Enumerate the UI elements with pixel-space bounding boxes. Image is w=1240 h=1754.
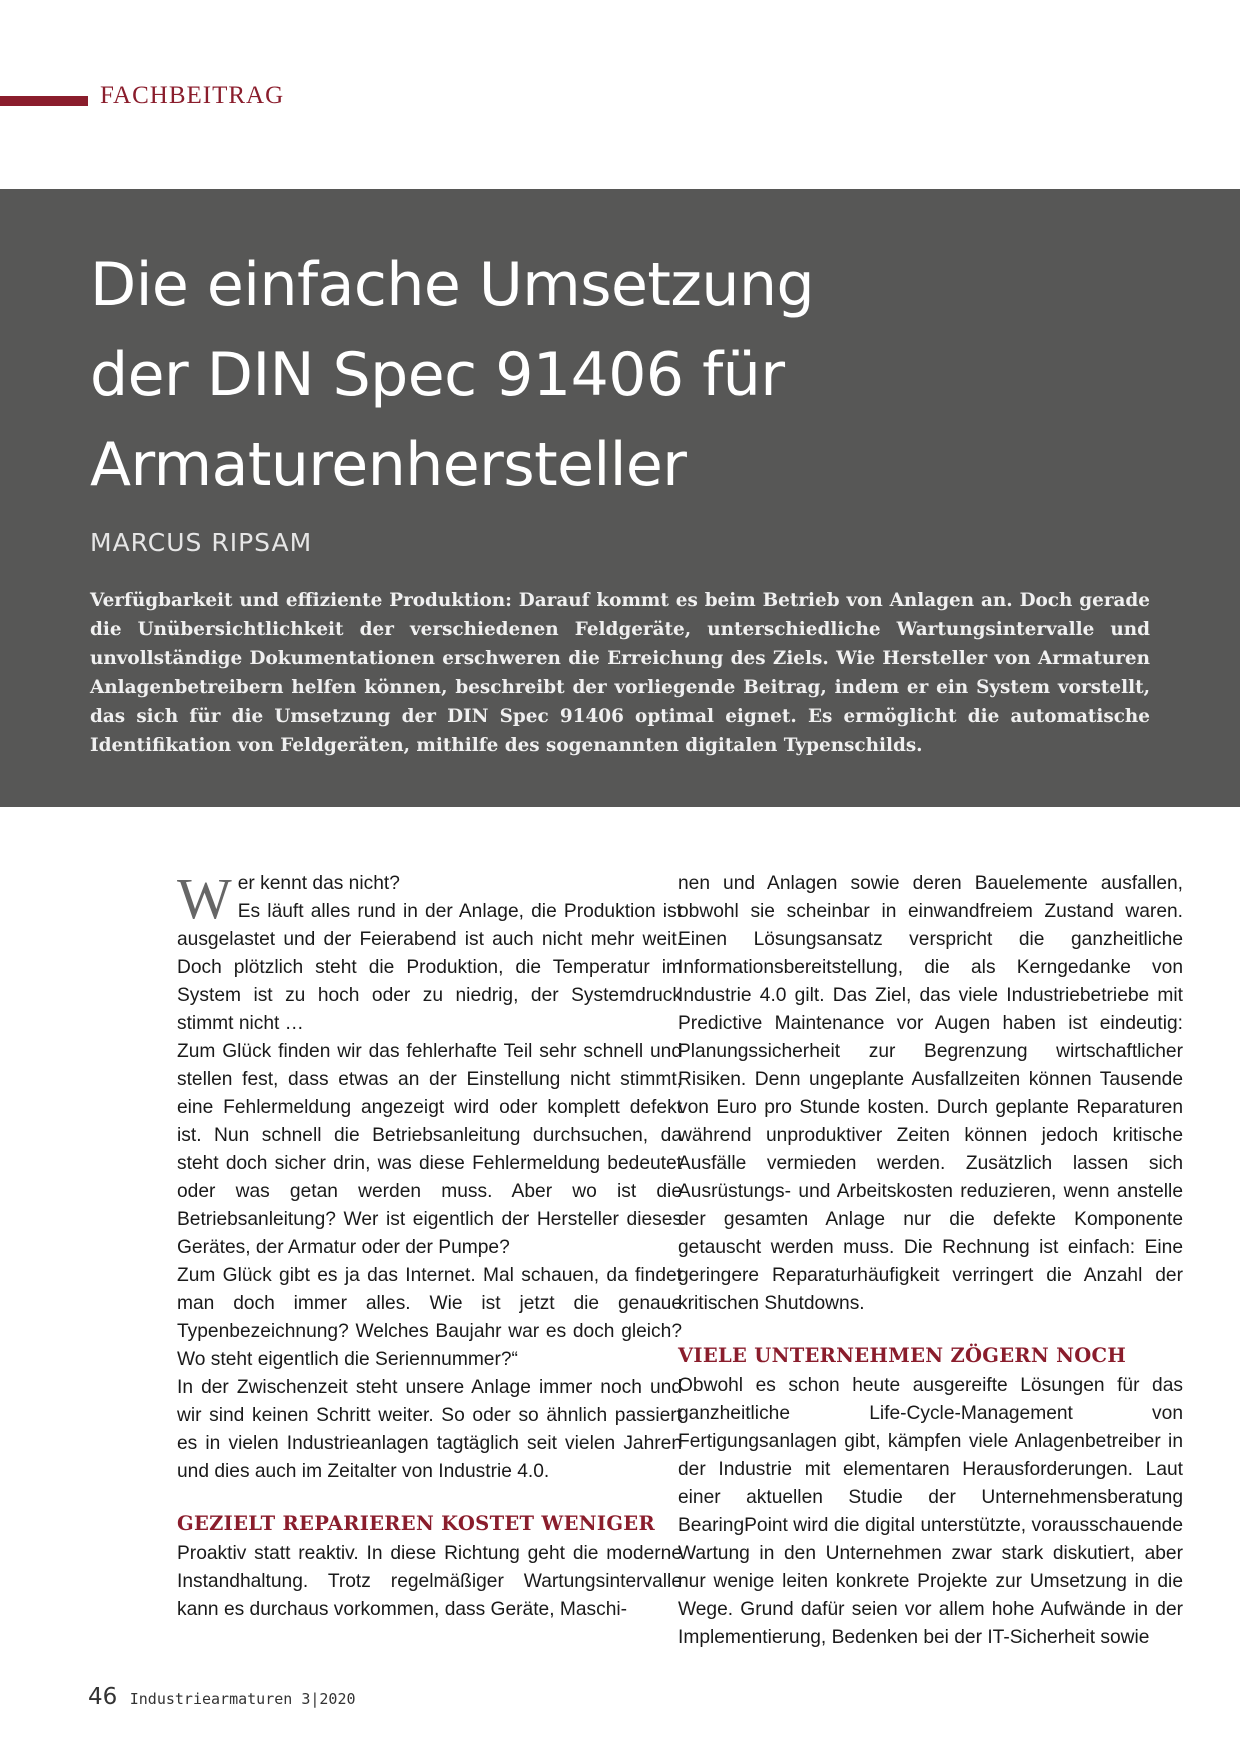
section-accent-bar [0, 96, 88, 106]
article-title: Die einfache Umsetzung der DIN Spec 91406 für Armaturenhersteller [90, 250, 815, 500]
body-column-left [177, 866, 682, 1624]
subheading-gezielt-reparieren: GEZIELT REPARIEREN KOSTET WENIGER [177, 1512, 655, 1535]
article-lead: Verfügbarkeit und effiziente Produktion: Darauf kommt es beim Betrieb von Anlagen an. Doch gerade die Unübersichtlichkeit der verschiedenen Feldgeräte, unterschiedliche Wartungsintervalle und unvollständige Dokumentationen erschweren die Erreichung des Ziels. Wie Hersteller von Armaturen Anlagenbetreibern helfen können, beschreibt der vorliegende Beitrag, indem er ein System vorstellt, das sich für die Umsetzung der DIN Spec 91406 optimal eignet. Es ermöglicht die automatische Identifikation von Feldgeräten, mithilfe des sogenannten digitalen Typenschilds. [90, 590, 1150, 756]
intro-paragraph: er kennt das nicht? Es läuft alles rund in der Anlage, die Produktion ist ausgelastet und der Feierabend ist auch nicht mehr weit. Doch plötzlich steht die Produktion, die Temperatur im System ist zu hoch oder zu niedrig, der Systemdruck stimmt nicht … Zum Glück finden wir das fehlerhafte Teil sehr schnell und stellen fest, dass etwas an der Einstellung nicht stimmt, eine Fehlermeldung angezeigt wird oder komplett defekt ist. Nun schnell die Betriebsanleitung durchsuchen, da steht doch sicher drin, was diese Fehlermeldung bedeutet oder was getan werden muss. Aber wo ist die Betriebsanleitung? Wer ist eigentlich der Hersteller dieses Gerätes, der Armatur oder der Pumpe? Zum Glück gibt es ja das Internet. Mal schauen, da findet man doch immer alles. Wie ist jetzt die genaue Typenbezeichnung? Welches Baujahr war es doch gleich? Wo steht eigentlich die Seriennummer?“ In der Zwischenzeit steht unsere Anlage immer noch und wir sind keinen Schritt weiter. So oder so ähnlich passiert es in vielen Industrieanlagen tagtäglich seit vielen Jahren und dies auch im Zeitalter von Industrie 4.0. [177, 873, 682, 1482]
article-author: MARCUS RIPSAM [90, 528, 313, 557]
section-2-paragraph: Obwohl es schon heute ausgereifte Lösungen für das ganzheitliche Life-Cycle-Management von Fertigungsanlagen gibt, kämpfen viele Anlagenbetreiber in der Industrie mit elementaren Herausforderungen. Laut einer aktuellen Studie der Unternehmensberatung BearingPoint wird die digital unterstützte, vorausschauende Wartung in den Unternehmen zwar stark diskutiert, aber nur wenige leiten konkrete Projekte zur Umsetzung in die Wege. Grund dafür seien vor allem hohe Aufwände in der Implementierung, Bedenken bei der IT-Sicherheit sowie [678, 1375, 1183, 1648]
section-1-paragraph-continued: nen und Anlagen sowie deren Bauelemente ausfallen, obwohl sie scheinbar in einwandfreiem Zustand waren. Einen Lösungsansatz verspricht die ganzheitliche Informationsbereitstellung, die als Kerngedanke von Industrie 4.0 gilt. Das Ziel, das viele Industriebetriebe mit Predictive Maintenance vor Augen haben ist eindeutig: Planungssicherheit zur Begrenzung wirtschaftlicher Risiken. Denn ungeplante Ausfallzeiten können Tausende von Euro pro Stunde kosten. Durch geplante Reparaturen während unproduktiver Zeiten können jedoch kritische Ausfälle vermieden werden. Zusätzlich lassen sich Ausrüstungs- und Arbeitskosten reduzieren, wenn anstelle der gesamten Anlage nur die defekte Komponente getauscht werden muss. Die Rechnung ist einfach: Eine geringere Reparaturhäufigkeit verringert die Anzahl der kritischen Shutdowns. [678, 873, 1183, 1314]
body-column-right [678, 870, 1183, 1652]
journal-name: Industriearmaturen 3|2020 [129, 1690, 356, 1708]
section-label: FACHBEITRAG [100, 82, 285, 109]
subheading-viele-unternehmen: VIELE UNTERNEHMEN ZÖGERN NOCH [678, 1344, 1127, 1367]
section-1-paragraph-start: Proaktiv statt reaktiv. In diese Richtung geht die moderne Instandhaltung. Trotz regelmäßiger Wartungsintervalle kann es durchaus vorkommen, dass Geräte, Maschi- [177, 1543, 682, 1620]
page-footer [88, 1684, 356, 1710]
page-number: 46 [88, 1684, 118, 1710]
drop-cap: W [177, 866, 232, 931]
